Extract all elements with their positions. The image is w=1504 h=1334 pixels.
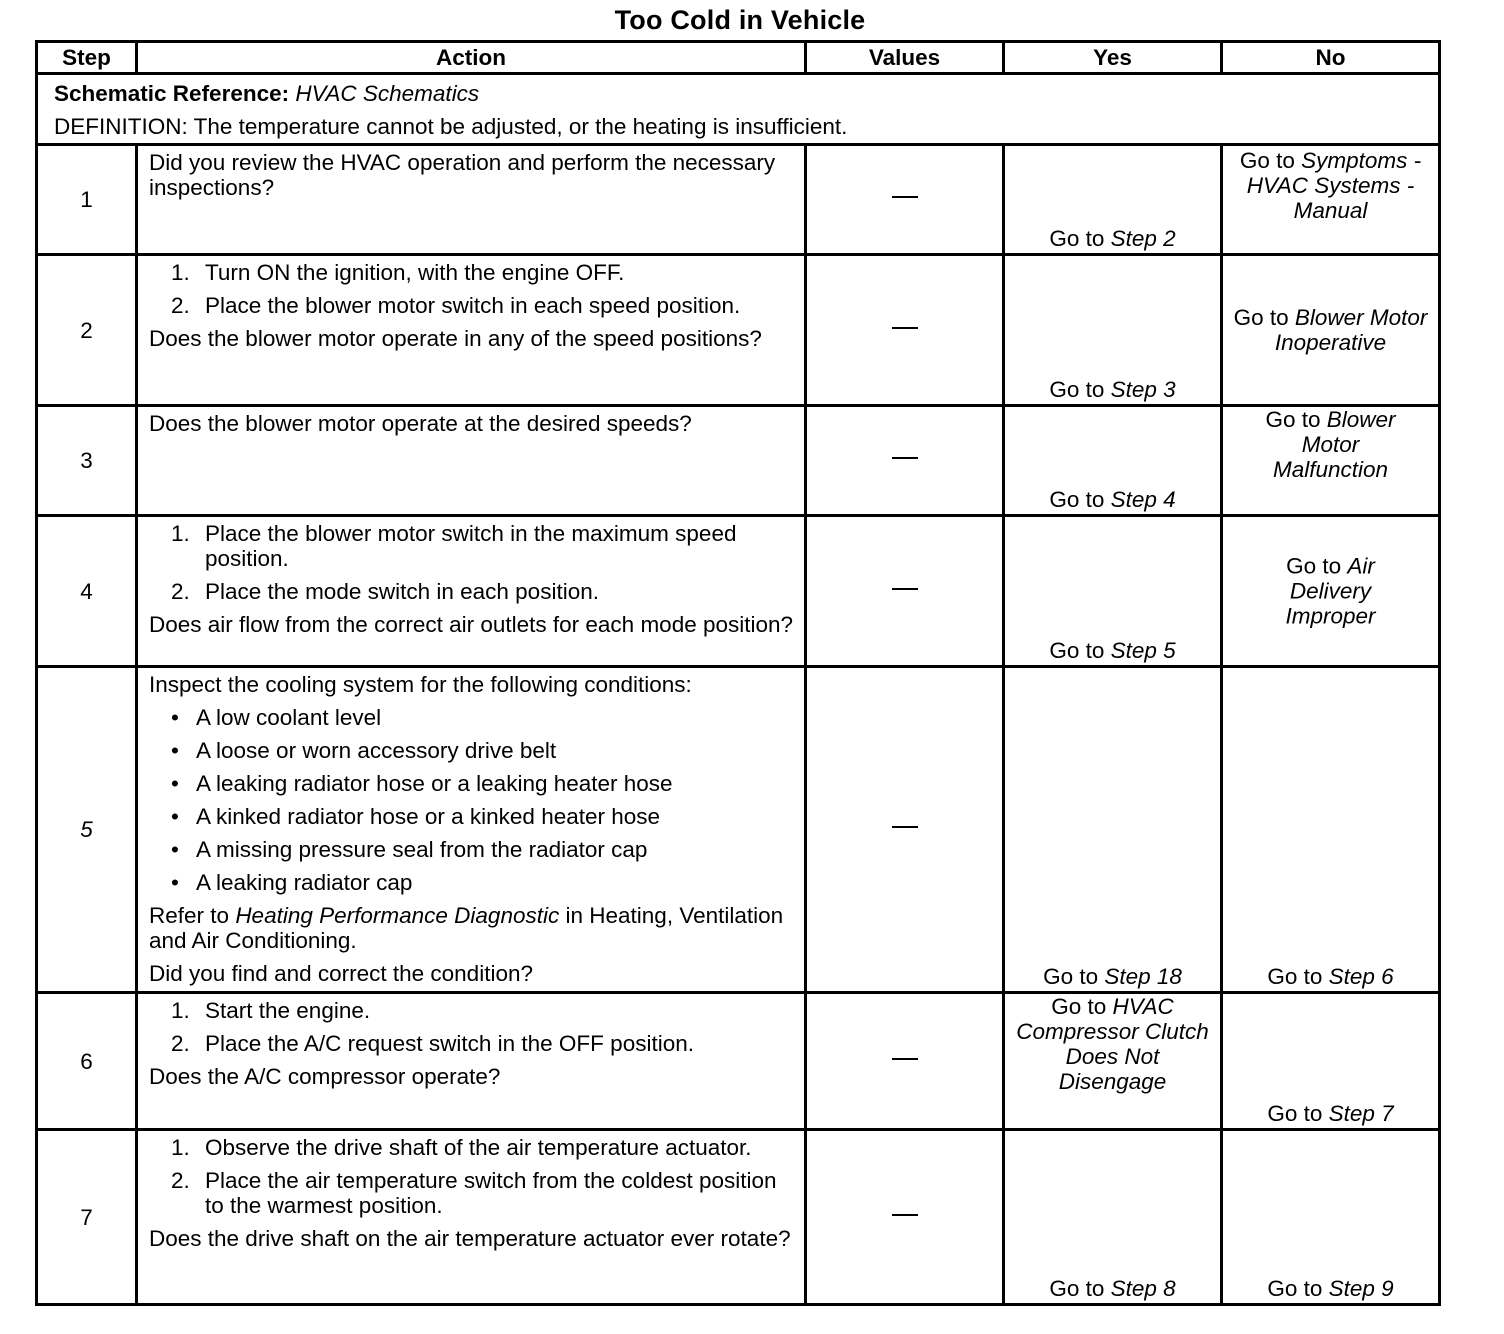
schematic-label: Schematic Reference: (54, 81, 290, 106)
info-cell (37, 74, 1440, 145)
action-question: Does the blower motor operate in any of the speed positions? (149, 326, 762, 351)
table-header-row (37, 42, 1440, 74)
values-cell (806, 1130, 1004, 1305)
table-row (37, 255, 1440, 406)
no-link[interactable]: Symptoms - HVAC Systems - Manual (1246, 148, 1422, 223)
yes-prefix: Go to (1049, 1276, 1105, 1301)
action-question: Does the drive shaft on the air temperature actuator ever rotate? (149, 1226, 791, 1251)
yes-prefix: Go to (1049, 638, 1105, 663)
em-dash (892, 196, 918, 198)
no-link[interactable]: Step 9 (1328, 1276, 1394, 1301)
action-cell (137, 516, 806, 667)
no-cell (1222, 255, 1440, 406)
step-number: 3 (37, 406, 137, 516)
no-cell (1222, 993, 1440, 1130)
numbered-item: 1. Turn ON the ignition, with the engine OFF. (171, 260, 625, 285)
action-question: Does the blower motor operate at the desired speeds? (149, 411, 692, 436)
step-number: 5 (37, 667, 137, 993)
no-prefix: Go to (1233, 305, 1289, 330)
no-cell (1222, 1130, 1440, 1305)
step-number: 6 (37, 993, 137, 1130)
yes-link[interactable]: Step 3 (1110, 377, 1176, 402)
yes-cell (1004, 255, 1222, 406)
bullet-item: • A low coolant level (171, 705, 382, 730)
yes-link[interactable]: Step 5 (1110, 638, 1176, 663)
no-prefix: Go to (1267, 964, 1323, 989)
numbered-item: 2. Place the air temperature switch from the coldest position to the warmest position. (171, 1168, 777, 1218)
numbered-item: 1. Start the engine. (171, 998, 371, 1023)
yes-cell (1004, 993, 1222, 1130)
bullet-item: • A loose or worn accessory drive belt (171, 738, 557, 763)
numbered-item: 2. Place the blower motor switch in each speed position. (171, 293, 741, 318)
yes-cell (1004, 145, 1222, 255)
no-link[interactable]: Air Delivery Improper (1285, 553, 1376, 629)
yes-link[interactable]: Step 4 (1110, 487, 1176, 512)
no-prefix: Go to (1239, 148, 1295, 173)
action-cell (137, 993, 806, 1130)
schematic-link[interactable]: HVAC Schematics (295, 81, 480, 106)
no-link[interactable]: Blower Motor Inoperative (1274, 305, 1428, 355)
info-row (37, 74, 1440, 145)
values-cell (806, 516, 1004, 667)
yes-link[interactable]: Step 18 (1104, 964, 1182, 989)
action-question: Does air flow from the correct air outlets for each mode position? (149, 612, 794, 637)
bullet-item: • A leaking radiator cap (171, 870, 413, 895)
values-cell (806, 145, 1004, 255)
step-number: 2 (37, 255, 137, 406)
yes-cell (1004, 406, 1222, 516)
yes-prefix: Go to (1051, 994, 1107, 1019)
yes-prefix: Go to (1049, 377, 1105, 402)
values-cell (806, 255, 1004, 406)
table-row (37, 516, 1440, 667)
page-title: Too Cold in Vehicle (614, 5, 866, 35)
yes-cell (1004, 667, 1222, 993)
definition-text: The temperature cannot be adjusted, or the heating is insufficient. (193, 114, 848, 139)
no-cell (1222, 406, 1440, 516)
no-link[interactable]: Step 7 (1328, 1101, 1394, 1126)
yes-prefix: Go to (1043, 964, 1099, 989)
schematic-reference (54, 81, 1422, 106)
no-prefix: Go to (1267, 1276, 1323, 1301)
refer-text: Refer to Heating Performance Diagnostic in Heating, Ventilation and Air Conditioning. (149, 903, 784, 953)
action-intro: Inspect the cooling system for the following conditions: (149, 672, 692, 697)
action-question: Does the A/C compressor operate? (149, 1064, 501, 1089)
table-row (37, 1130, 1440, 1305)
yes-link[interactable]: Step 2 (1110, 226, 1176, 251)
action-question: Did you review the HVAC operation and perform the necessary inspections? (149, 150, 776, 200)
no-cell (1222, 667, 1440, 993)
em-dash (892, 1058, 918, 1060)
bullet-item: • A missing pressure seal from the radiator cap (171, 837, 648, 862)
no-link[interactable]: Blower Motor Malfunction (1272, 407, 1396, 482)
numbered-item: 2. Place the mode switch in each position. (171, 579, 599, 604)
action-cell (137, 255, 806, 406)
table-row (37, 993, 1440, 1130)
no-prefix: Go to (1267, 1101, 1323, 1126)
no-prefix: Go to (1265, 407, 1321, 432)
yes-link[interactable]: HVAC Compressor Clutch Does Not Disengage (1016, 994, 1209, 1094)
definition (54, 114, 1422, 139)
em-dash (892, 327, 918, 329)
em-dash (892, 826, 918, 828)
header-yes: Yes (1004, 42, 1222, 74)
yes-link[interactable]: Step 8 (1110, 1276, 1176, 1301)
table-row (37, 667, 1440, 993)
no-link[interactable]: Step 6 (1328, 964, 1394, 989)
values-cell (806, 993, 1004, 1130)
step-number: 4 (37, 516, 137, 667)
diagnostic-table (35, 40, 1441, 1306)
no-cell (1222, 145, 1440, 255)
no-prefix: Go to (1286, 553, 1342, 579)
numbered-item: 1. Observe the drive shaft of the air temperature actuator. (171, 1135, 752, 1160)
refer-link[interactable]: Heating Performance Diagnostic (235, 903, 560, 928)
action-question: Did you find and correct the condition? (149, 961, 533, 986)
no-cell (1222, 516, 1440, 667)
numbered-item: 2. Place the A/C request switch in the OFF position. (171, 1031, 694, 1056)
header-action: Action (137, 42, 806, 74)
header-values: Values (806, 42, 1004, 74)
numbered-item: 1. Place the blower motor switch in the maximum speed position. (171, 521, 737, 571)
action-cell (137, 1130, 806, 1305)
action-cell (137, 667, 806, 993)
values-cell (806, 667, 1004, 993)
yes-cell (1004, 516, 1222, 667)
bullet-item: • A kinked radiator hose or a kinked heater hose (171, 804, 661, 829)
yes-cell (1004, 1130, 1222, 1305)
em-dash (892, 1214, 918, 1216)
step-number: 7 (37, 1130, 137, 1305)
header-step: Step (37, 42, 137, 74)
values-cell (806, 406, 1004, 516)
step-number: 1 (37, 145, 137, 255)
header-no: No (1222, 42, 1440, 74)
bullet-item: • A leaking radiator hose or a leaking heater hose (171, 771, 673, 796)
yes-prefix: Go to (1049, 226, 1105, 251)
action-cell (137, 406, 806, 516)
table-row (37, 145, 1440, 255)
yes-prefix: Go to (1049, 487, 1105, 512)
action-cell (137, 145, 806, 255)
table-row (37, 406, 1440, 516)
em-dash (892, 457, 918, 459)
em-dash (892, 588, 918, 590)
definition-label: DEFINITION: (54, 114, 188, 139)
